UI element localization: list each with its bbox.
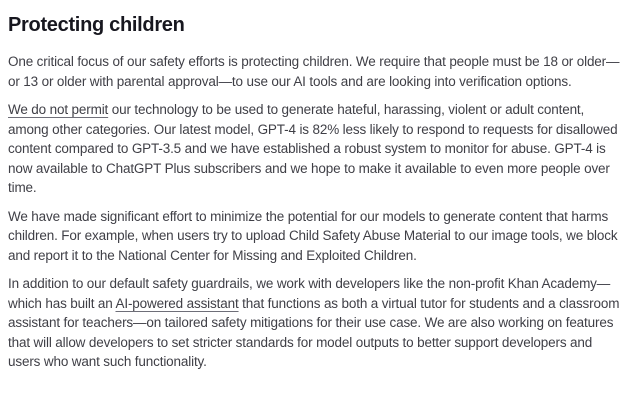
text-run: our technology to be used to generate hateful, harassing, violent or adult content, among other categories. Our latest model, GPT-4 is 82% less likely to respond to requests for disallowed content compared to GPT-3.5 and we have established a robust system to monitor for abuse. GPT-4 is now available to ChatGPT Plus subscribers and we hope to make it available to even more people over time.	[8, 102, 618, 195]
paragraph-usage-policies	[8, 100, 620, 198]
text-run: One critical focus of our safety efforts is protecting children. We require that people must be 18 or older—or 13 or older with parental approval—to use our AI tools and are looking into verification options.	[8, 54, 620, 89]
paragraph-age-requirements	[8, 52, 620, 91]
article-body	[8, 52, 620, 372]
inline-link[interactable]: AI-powered assistant	[115, 295, 239, 311]
inline-link[interactable]: We do not permit	[8, 102, 109, 117]
paragraph-developer-partnerships	[8, 274, 620, 372]
paragraph-csam-reporting	[8, 207, 620, 266]
page-title: Protecting children	[8, 14, 185, 36]
text-run: In addition to our default safety guardrails, we work with developers like the non-profit Khan Academy—which has built an	[8, 276, 611, 311]
text-run: We have made significant effort to minimize the potential for our models to generate content that harms children. For example, when users try to upload Child Safety Abuse Material to our image tools, we block and report it to the National Center for Missing and Exploited Children.	[8, 208, 618, 263]
text-run: that functions as both a virtual tutor for students and a classroom assistant for teachers—on tailored safety mitigations for their use case. We are also working on features that will allow developers to set stricter standards for model outputs to better support developers and users who want such functionality.	[8, 295, 620, 369]
